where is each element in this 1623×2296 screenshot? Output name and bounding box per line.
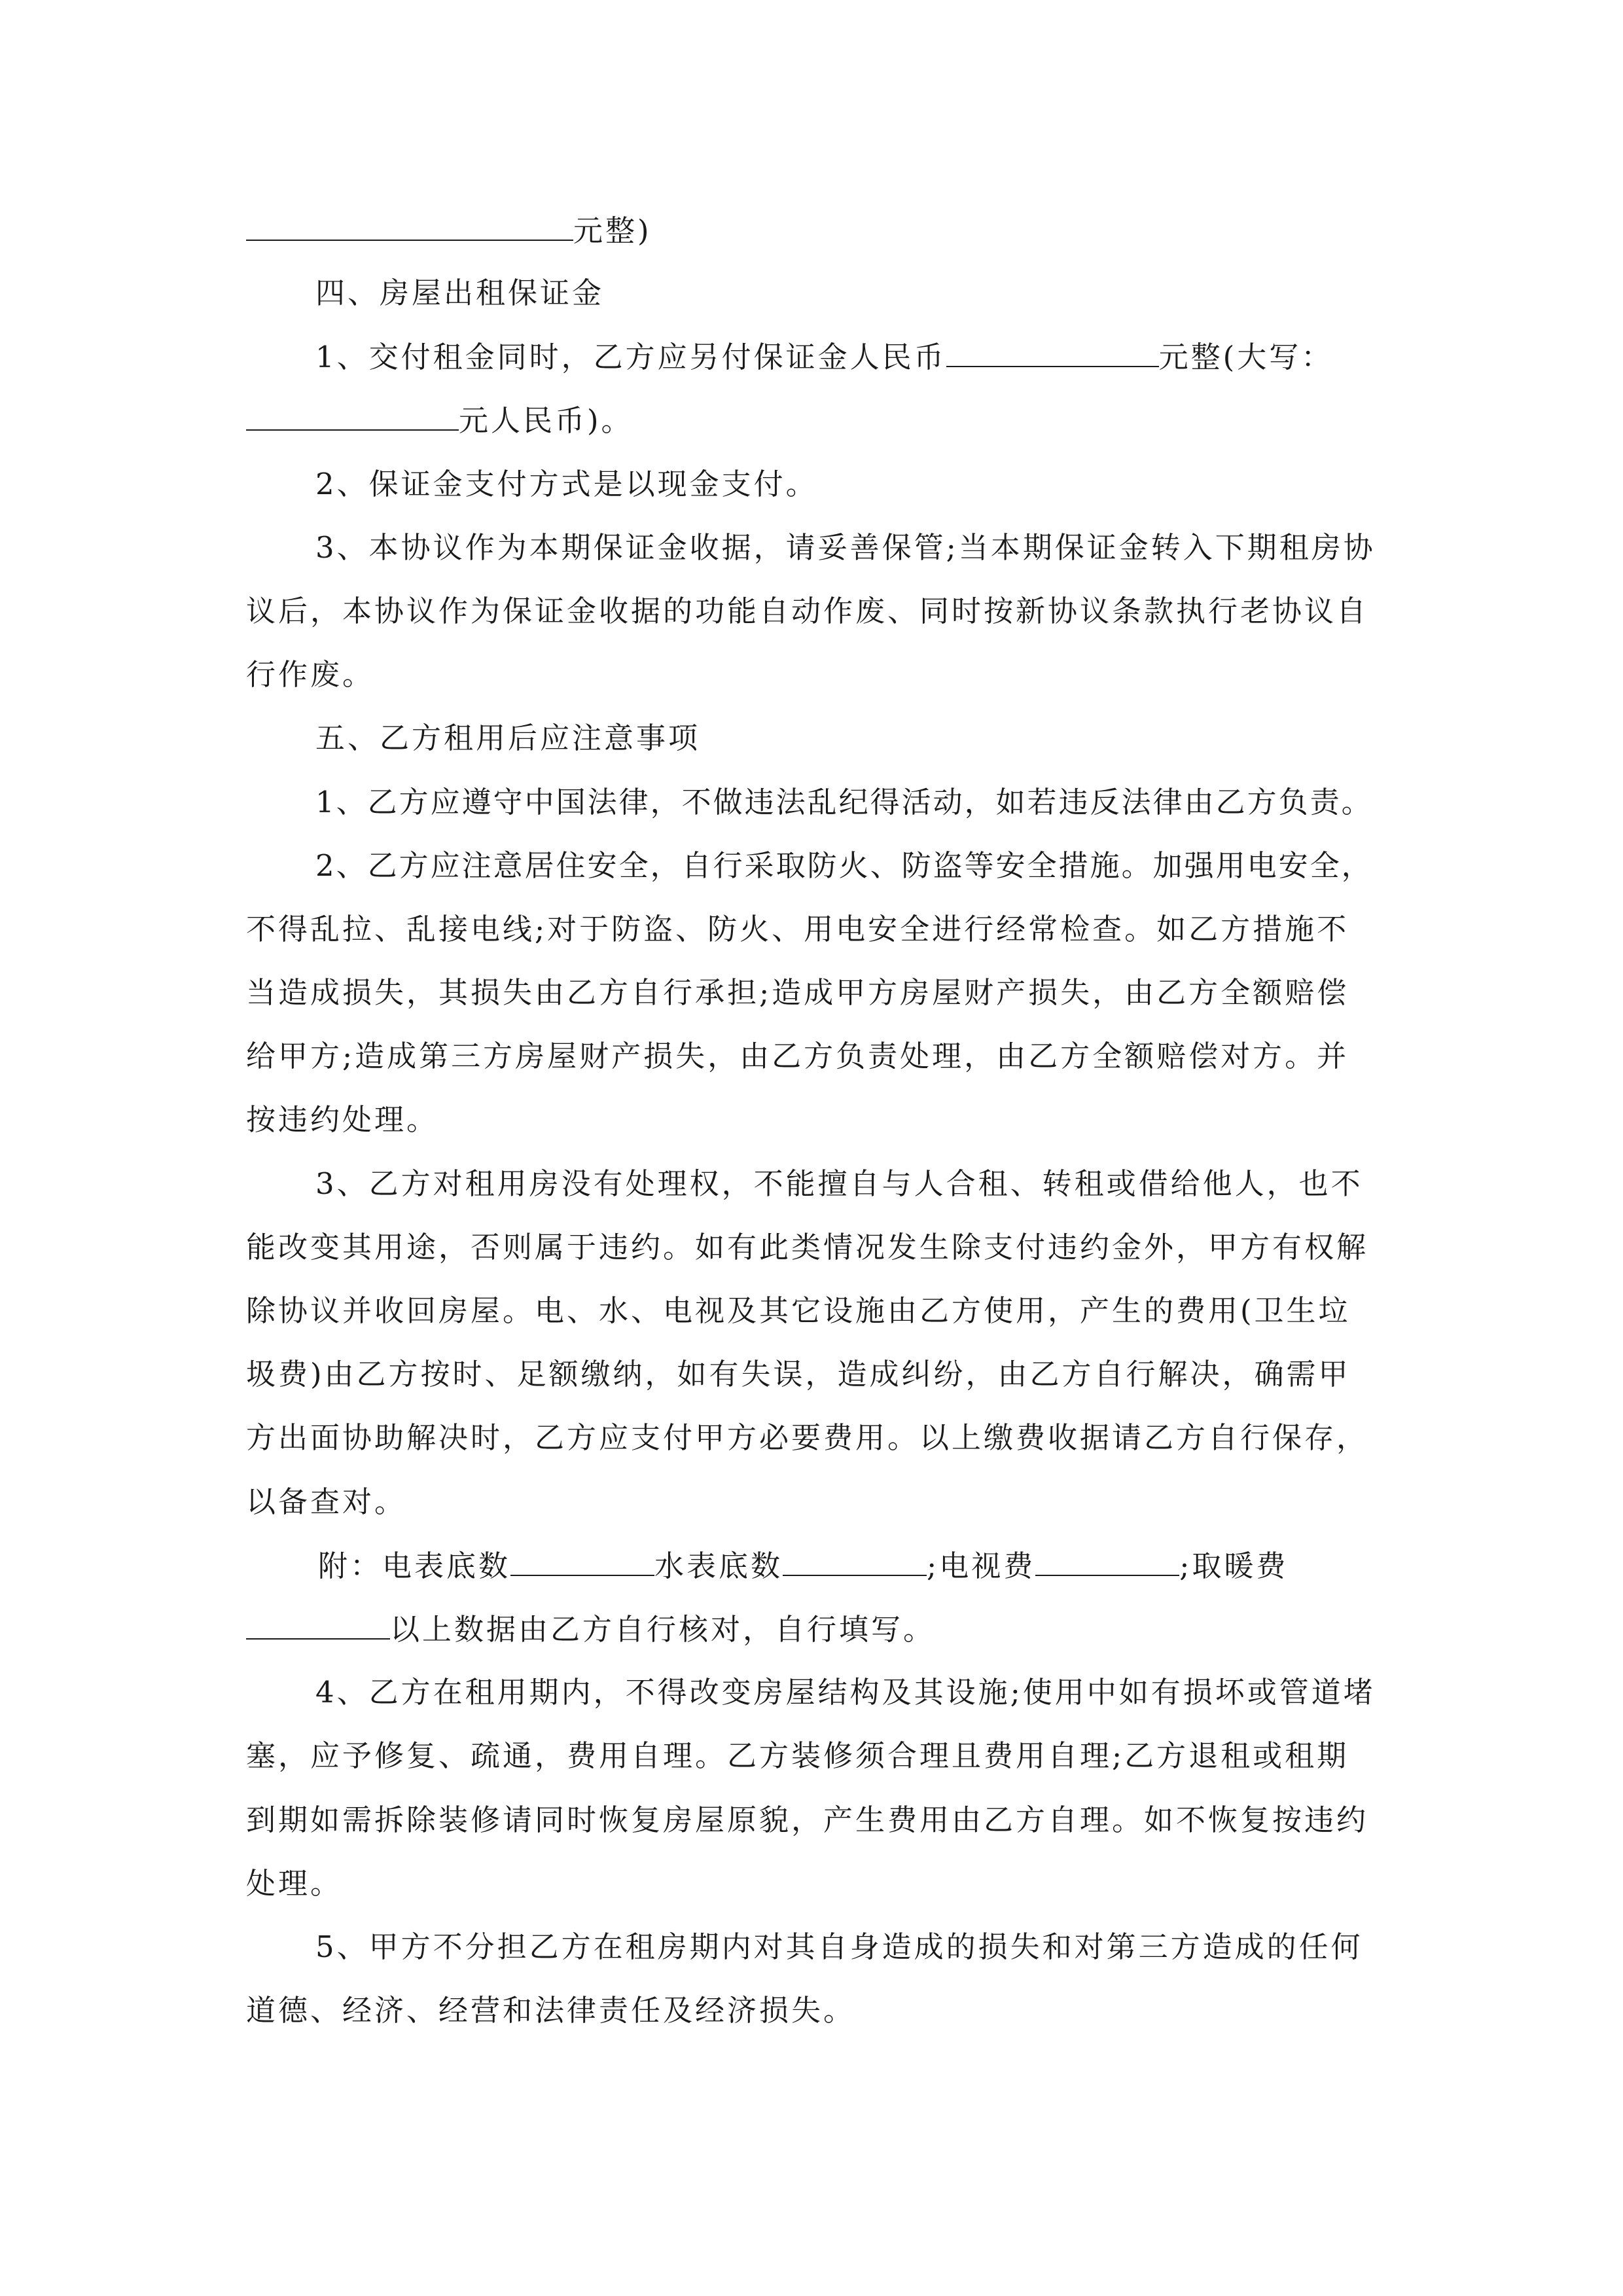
text-line: 5、甲方不分担乙方在租房期内对其自身造成的损失和对第三方造成的任何: [315, 1929, 1363, 1964]
text-line: 附：电表底数 水表底数 ;电视费 ;取暖费: [318, 1546, 1288, 1585]
section-heading-4: 四、房屋出租保证金: [315, 276, 605, 310]
text-line: 1、乙方应遵守中国法律，不做违法乱纪得活动，如若违反法律由乙方负责。: [315, 785, 1373, 819]
fill-blank: [510, 1546, 654, 1576]
section-heading-5: 五、乙方租用后应注意事项: [315, 721, 701, 755]
fill-blank: [246, 1609, 390, 1640]
text-line: 元整): [246, 211, 652, 250]
text-line: 元人民币)。: [246, 401, 633, 440]
text-line: 按违约处理。: [246, 1102, 439, 1137]
text-line: 方出面协助解决时，乙方应支付甲方必要费用。以上缴费收据请乙方自行保存，: [246, 1420, 1369, 1455]
text-line: 不得乱拉、乱接电线;对于防盗、防火、用电安全进行经常检查。如乙方措施不: [246, 912, 1349, 946]
fill-blank: [946, 337, 1159, 367]
text-line: 3、乙方对租用房没有处理权，不能擅自与人合租、转租或借给他人，也不: [315, 1166, 1363, 1201]
fill-blank: [783, 1546, 927, 1576]
text-line: 道德、经济、经营和法律责任及经济损失。: [246, 1993, 856, 2028]
fill-blank: [1035, 1546, 1179, 1576]
text-line: 2、乙方应注意居住安全，自行采取防火、防盗等安全措施。加强用电安全，: [315, 848, 1373, 883]
text-line: 议后，本协议作为保证金收据的功能自动作废、同时按新协议条款执行老协议自: [246, 594, 1369, 628]
text-line: 4、乙方在租用期内，不得改变房屋结构及其设施;使用中如有损坏或管道堵: [315, 1675, 1376, 1710]
text-line: 1、交付租金同时，乙方应另付保证金人民币 元整(大写：: [315, 337, 1333, 376]
text-line: 行作废。: [246, 657, 375, 692]
text-line: 能改变其用途，否则属于违约。如有此类情况发生除支付违约金外，甲方有权解: [246, 1230, 1369, 1265]
text-line: 除协议并收回房屋。电、水、电视及其它设施由乙方使用，产生的费用(卫生垃: [246, 1293, 1351, 1328]
text-line: 圾费)由乙方按时、足额缴纳，如有失误，造成纠纷，由乙方自行解决，确需甲: [246, 1357, 1351, 1391]
text-line: 当造成损失，其损失由乙方自行承担;造成甲方房屋财产损失，由乙方全额赔偿: [246, 975, 1349, 1010]
text-line: 以上数据由乙方自行核对，自行填写。: [246, 1609, 935, 1649]
text-line: 2、保证金支付方式是以现金支付。: [315, 467, 818, 501]
text-line: 以备查对。: [246, 1484, 407, 1519]
text-line: 3、本协议作为本期保证金收据，请妥善保管;当本期保证金转入下期租房协: [315, 530, 1376, 565]
text-line: 塞，应予修复、疏通，费用自理。乙方装修须合理且费用自理;乙方退租或租期: [246, 1738, 1349, 1773]
text-line: 到期如需拆除装修请同时恢复房屋原貌，产生费用由乙方自理。如不恢复按违约: [246, 1803, 1369, 1837]
text-line: 给甲方;造成第三方房屋财产损失，由乙方负责处理，由乙方全额赔偿对方。并: [246, 1039, 1349, 1073]
fill-blank: [246, 211, 573, 241]
fill-blank: [246, 401, 459, 431]
text-line: 处理。: [246, 1866, 343, 1901]
